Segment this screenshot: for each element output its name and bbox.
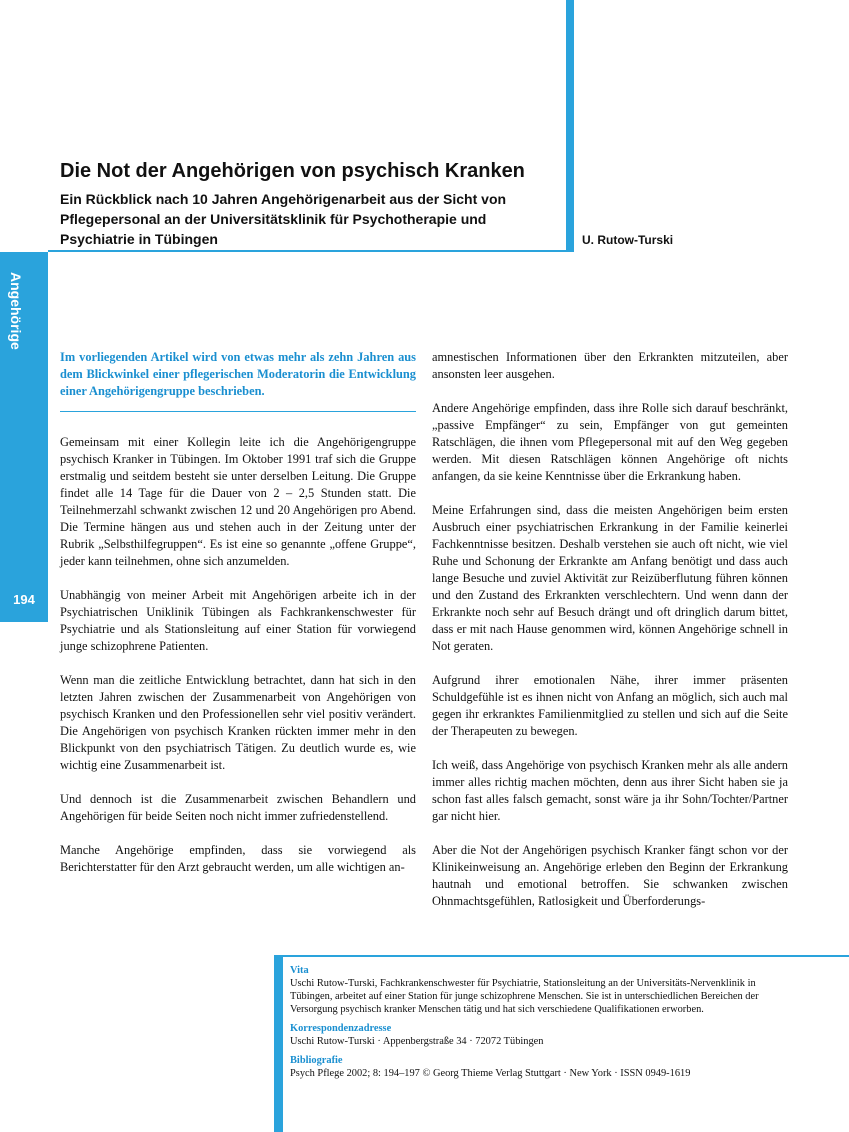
address-label: Korrespondenzadresse [290,1023,392,1034]
paragraph: Meine Erfahrungen sind, dass die meisten Angehörigen beim ersten Ausbruch einer psychiatrischen Erkrankung in der Familie keinerlei Fachkenntnisse besitzen. Deshalb verstehen sie auch oft nicht, wie viel Ruhe und Schonung der Erkrankte am Anfang benötigt und dass auch lange Besuche und zuviel Aktivität zur Reizüberflutung führen können und den Zustand des Erkrankten verschlechtern. Und wenn dann der Erkrankte noch sehr auf Besuch drängt und oft dringlich darum bittet, dass er mit nach Hause genommen wird, können Angehörige schnell in Not geraten. [432,503,788,653]
address-block [290,1022,800,1048]
address-text: Uschi Rutow-Turski · Appenbergstraße 34 · 72072 Tübingen [290,1036,544,1047]
info-box-bar [274,955,283,1132]
header-vertical-bar [566,0,574,252]
vita-text: Uschi Rutow-Turski, Fachkrankenschwester für Psychiatrie, Stationsleitung an der Universitäts-Nervenklinik in Tübingen, arbeitet auf einer Station für junge schizophrene Menschen. Sie ist in unterschiedlichen Bereichen der Versorgung psychisch kranker Menschen tätig und hat sich verschiedene Qualifikationen erworben. [290,978,759,1015]
section-label: Angehörige [8,272,24,350]
paragraph: Und dennoch ist die Zusammenarbeit zwischen Behandlern und Angehörigen für beide Seiten noch nicht immer zufriedenstellend. [60,792,416,823]
vita-label: Vita [290,965,309,976]
vita-block [290,964,800,1016]
paragraph: Unabhängig von meiner Arbeit mit Angehörigen arbeite ich in der Psychiatrischen Uniklinik Tübingen als Fachkrankenschwester für Psychiatrie und als Stationsleitung auf einer Station für vorwiegend junge schizophrene Patienten. [60,588,416,653]
paragraph: Aber die Not der Angehörigen psychisch Kranker fängt schon vor der Klinikeinweisung an. Angehörige erleben den Beginn der Erkrankung hautnah und emotional betroffen. Sie schwanken zwischen Ohnmachtsgefühlen, Ratlosigkeit und Überforderungs- [432,843,788,908]
paragraph: Ich weiß, dass Angehörige von psychisch Kranken mehr als alle andern immer alles richtig machen möchten, denn aus ihrer Sicht haben sie ja schon fast alles falsch gemacht, sonst wäre ja ihr Sohn/Tochter/Partner gar nicht hier. [432,758,788,823]
info-box-rule [283,955,849,957]
paragraph: Gemeinsam mit einer Kollegin leite ich die Angehörigengruppe psychisch Kranker in Tübingen. Im Oktober 1991 traf sich die Gruppe erstmalig und seitdem besteht sie unter derselben Leitung. Die Gruppe findet alle 14 Tage für die Dauer von 2 – 2,5 Stunden statt. Die Teilnehmerzahl schwankt zwischen 12 und 20 Angehörigen pro Abend. Die Termine hängen aus und stehen auch in der Zeitung unter der Rubrik „Selbsthilfegruppen“. Es ist eine so genannte „offene Gruppe“, jeder kann teilnehmen, ohne sich anzumelden. [60,435,416,568]
author-info-box [290,964,800,1086]
bibliography-block [290,1054,800,1080]
bibliography-label: Bibliografie [290,1055,343,1066]
article-subtitle: Ein Rückblick nach 10 Jahren Angehörigenarbeit aus der Sicht von Pflegepersonal an der Universitätsklinik für Psychotherapie und Psychiatrie in Tübingen [60,191,507,247]
paragraph: Manche Angehörige empfinden, dass sie vorwiegend als Berichterstatter für den Arzt gebraucht werden, um alle wichtigen an- [60,843,416,874]
article-abstract: Im vorliegenden Artikel wird von etwas mehr als zehn Jahren aus dem Blickwinkel einer pflegerischen Moderatorin die Entwicklung einer Angehörigengruppe beschrieben. [60,349,416,412]
paragraph: Aufgrund ihrer emotionalen Nähe, ihrer immer präsenten Schuldgefühle ist es ihnen nicht von Anfang an möglich, sich auch mal gegen ihr erkranktes Familienmitglied zu stellen und sich auf die Seite der Therapeuten zu bewegen. [432,673,788,738]
article-title: Die Not der Angehörigen von psychisch Kranken [60,160,525,182]
page-number: 194 [13,592,35,607]
paragraph: Andere Angehörige empfinden, dass ihre Rolle sich darauf beschränkt, „passive Empfänger“ zu sein, Empfänger von gut gemeinten Ratschlägen, die ihnen vom Pflegepersonal mit auf den Weg gegeben werden. Mit diesen Ratschlägen können Angehörige oft nichts anfangen, da sie keine Kenntnisse über die Erkrankung haben. [432,401,788,483]
paragraph: Wenn man die zeitliche Entwicklung betrachtet, dann hat sich in den letzten Jahren zwischen der Zusammenarbeit von Angehörigen von psychisch Kranken und den Professionellen sehr viel positiv verändert. Die Angehörigen von psychisch Kranken rückten immer mehr in den Blickpunkt von den psychiatrisch Tätigen. Zu deutlich wurde es, wie wichtig eine Zusammenarbeit ist. [60,673,416,772]
header-underline [48,250,574,252]
article-column-right [432,349,788,927]
bibliography-text: Psych Pflege 2002; 8: 194–197 © Georg Thieme Verlag Stuttgart · New York · ISSN 0949-1619 [290,1068,691,1079]
article-column-left [60,349,416,893]
author-name: U. Rutow-Turski [582,233,674,247]
paragraph: amnestischen Informationen über den Erkrankten mitzuteilen, aber ansonsten leer ausgehen. [432,350,788,381]
